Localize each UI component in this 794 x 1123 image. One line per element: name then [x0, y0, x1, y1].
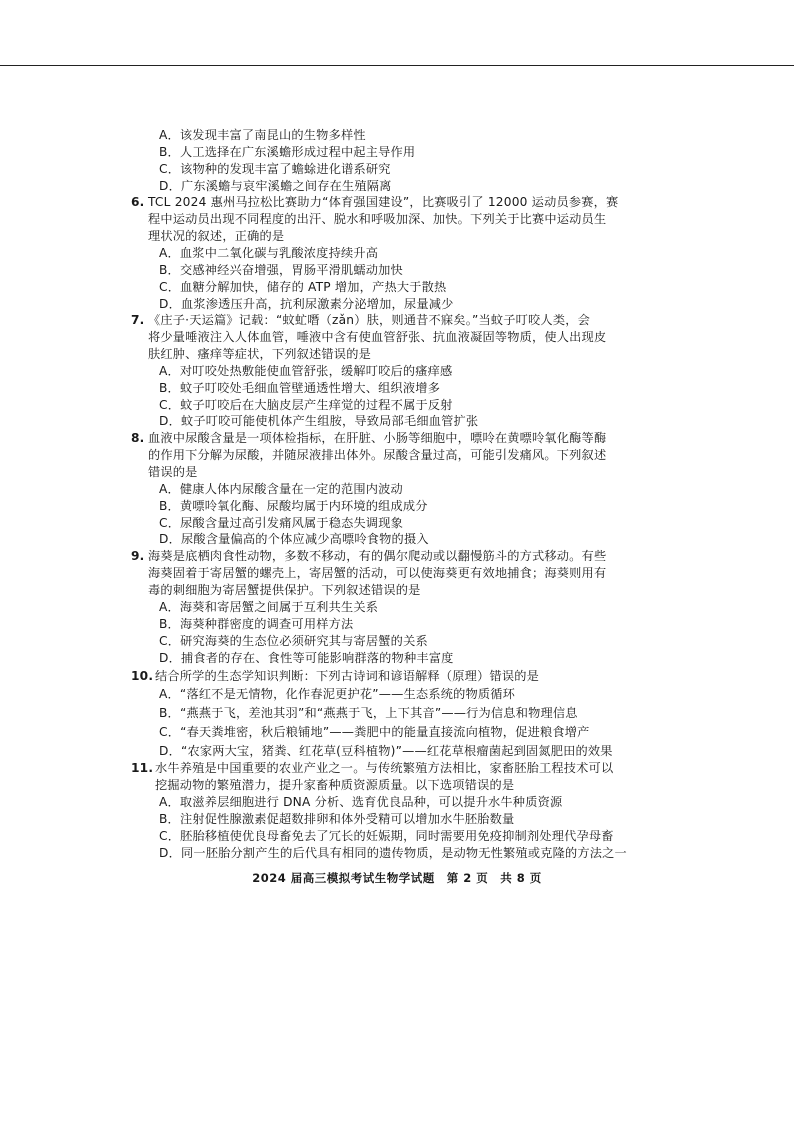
q11-option-b: B．注射促性腺激素促超数排卵和体外受精可以增加水牛胚胎数量: [159, 812, 515, 826]
q6-option-b: B．交感神经兴奋增强，胃肠平滑肌蠕动加快: [159, 263, 403, 277]
q9-option-c: C．研究海葵的生态位必须研究其与寄居蟹的关系: [159, 634, 428, 648]
q5-option-d: D．广东溪蟾与哀牢溪蟾之间存在生殖隔离: [159, 179, 392, 193]
q9-stem-line-3: 毒的刺细胞为寄居蟹提供保护。下列叙述错误的是: [148, 583, 421, 597]
q10-stem-line-1: 结合所学的生态学知识判断：下列古诗词和谚语解释（原理）错误的是: [155, 669, 540, 683]
q9-stem-line-2: 海葵固着于寄居蟹的螺壳上，寄居蟹的活动，可以使海葵更有效地捕食；海葵则用有: [148, 566, 607, 580]
q10-option-c: C．“春天粪堆密，秋后粮铺地”——粪肥中的能量直接流向植物，促进粮食增产: [159, 725, 590, 739]
page-footer: 2024 届高三模拟考试生物学试题 第 2 页 共 8 页: [252, 871, 542, 885]
q7-stem-line-1: 《庄子·天运篇》记载：“蚊虻噆（zǎn）肤，则通昔不寐矣。”当蚊子叮咬人类，会: [148, 313, 590, 327]
q11-stem-line-2: 挖掘动物的繁殖潜力，提升家畜种质资源质量。以下选项错误的是: [155, 778, 515, 792]
q6-stem-line-3: 理状况的叙述，正确的是: [148, 229, 285, 243]
q11-option-d: D．同一胚胎分割产生的后代具有相同的遗传物质，是动物无性繁殖或克隆的方法之一: [159, 846, 627, 860]
q10-option-a: A．“落红不是无情物，化作春泥更护花”——生态系统的物质循环: [159, 687, 516, 701]
q6-option-c: C．血糖分解加快，储存的 ATP 增加，产热大于散热: [159, 280, 447, 294]
q9-option-a: A．海葵和寄居蟹之间属于互利共生关系: [159, 600, 379, 614]
q6-number: 6.: [131, 195, 145, 209]
q10-option-d: D．“农家两大宝，猪粪、红花草(豆科植物)”——红花草根瘤菌起到固氮肥田的效果: [159, 744, 613, 758]
q6-option-a: A．血浆中二氧化碳与乳酸浓度持续升高: [159, 246, 379, 260]
q8-option-c: C．尿酸含量过高引发痛风属于稳态失调现象: [159, 516, 404, 530]
q8-option-b: B．黄嘌呤氧化酶、尿酸均属于内环境的组成成分: [159, 499, 428, 513]
q7-option-c: C．蚊子叮咬后在大脑皮层产生痒觉的过程不属于反射: [159, 398, 453, 412]
q8-option-d: D．尿酸含量偏高的个体应减少高嘌呤食物的摄入: [159, 532, 429, 546]
q8-stem-line-2: 的作用下分解为尿酸，并随尿液排出体外。尿酸含量过高，可能引发痛风。下列叙述: [148, 448, 607, 462]
q7-number: 7.: [131, 313, 145, 327]
q10-option-b: B．“燕燕于飞，差池其羽”和“燕燕于飞，上下其音”——行为信息和物理信息: [159, 706, 578, 720]
q6-option-d: D．血浆渗透压升高，抗利尿激素分泌增加，尿量减少: [159, 297, 454, 311]
q8-number: 8.: [131, 431, 145, 445]
q9-number: 9.: [131, 549, 145, 563]
q11-option-c: C．胚胎移植使优良母畜免去了冗长的妊娠期，同时需要用免疫抑制剂处理代孕母畜: [159, 829, 614, 843]
q8-stem-line-3: 错误的是: [148, 465, 198, 479]
q10-number: 10.: [131, 669, 154, 683]
q11-option-a: A．取滋养层细胞进行 DNA 分析、选育优良品种，可以提升水牛种质资源: [159, 795, 563, 809]
q5-option-c: C．该物种的发现丰富了蟾蜍进化谱系研究: [159, 162, 391, 176]
q8-option-a: A．健康人体内尿酸含量在一定的范围内波动: [159, 482, 403, 496]
q7-option-d: D．蚊子叮咬可能使机体产生组胺，导致局部毛细血管扩张: [159, 414, 479, 428]
q5-option-a: A．该发现丰富了南昆山的生物多样性: [159, 128, 366, 142]
q11-number: 11.: [131, 761, 154, 775]
q6-stem-line-2: 程中运动员出现不同程度的出汗、脱水和呼吸加深、加快。下列关于比赛中运动员生: [148, 212, 607, 226]
q7-stem-line-3: 肤红肿、瘙痒等症状，下列叙述错误的是: [148, 347, 371, 361]
q7-option-b: B．蚊子叮咬处毛细血管壁通透性增大、组织液增多: [159, 381, 441, 395]
q9-stem-line-1: 海葵是底栖肉食性动物，多数不移动，有的偶尔爬动或以翻慢筋斗的方式移动。有些: [148, 549, 607, 563]
header-rule: [0, 65, 794, 66]
q9-option-d: D．捕食者的存在、食性等可能影响群落的物种丰富度: [159, 651, 454, 665]
q6-stem-line-1: TCL 2024 惠州马拉松比赛助力“体育强国建设”，比赛吸引了 12000 运动员参赛，赛: [148, 195, 619, 209]
q5-option-b: B．人工选择在广东溪蟾形成过程中起主导作用: [159, 145, 416, 159]
q7-stem-line-2: 将少量唾液注入人体血管，唾液中含有使血管舒张、抗血液凝固等物质，使人出现皮: [148, 330, 607, 344]
q9-option-b: B．海葵种群密度的调查可用样方法: [159, 617, 354, 631]
q11-stem-line-1: 水牛养殖是中国重要的农业产业之一。与传统繁殖方法相比，家畜胚胎工程技术可以: [155, 761, 614, 775]
q8-stem-line-1: 血液中尿酸含量是一项体检指标，在肝脏、小肠等细胞中，嘌呤在黄嘌呤氧化酶等酶: [148, 431, 607, 445]
q7-option-a: A．对叮咬处热敷能使血管舒张，缓解叮咬后的瘙痒感: [159, 364, 453, 378]
